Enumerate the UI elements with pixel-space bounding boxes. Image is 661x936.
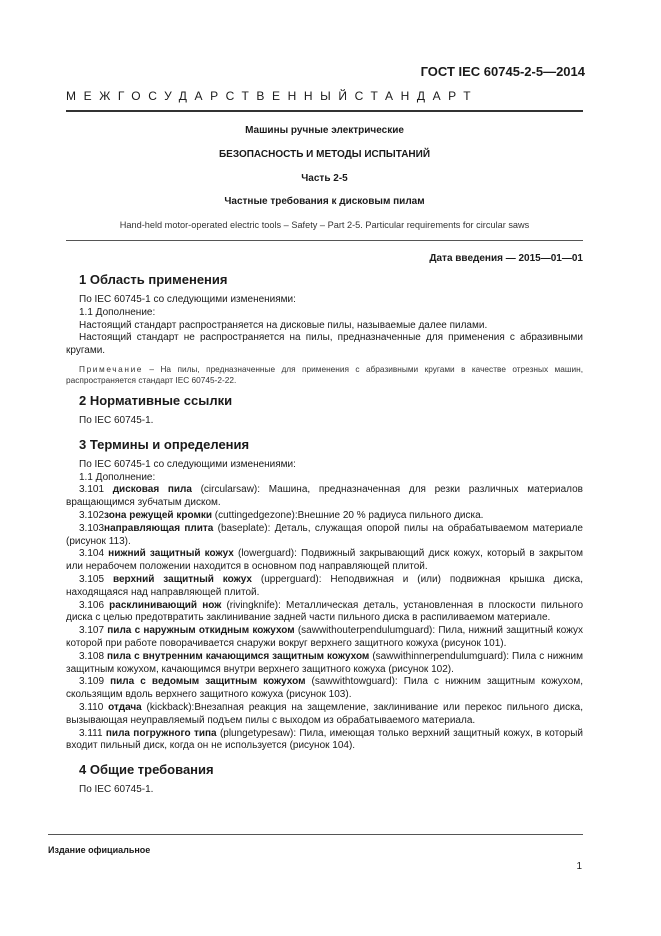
paragraph: По IEC 60745-1 со следующими изменениями: bbox=[79, 294, 296, 305]
paragraph: Настоящий стандарт распространяется на дисковые пилы, называемые далее пилами. bbox=[79, 319, 488, 331]
term-number: 3.109 bbox=[79, 676, 111, 688]
term-name: пила с наружным откидным кожухом bbox=[107, 625, 295, 637]
term-definition bbox=[66, 625, 583, 651]
term-definition bbox=[66, 484, 583, 510]
term-definition bbox=[66, 651, 583, 677]
term-definition bbox=[66, 728, 583, 754]
paragraph: Настоящий стандарт не распространяется на пилы, предназначенные для применения с абразивными кругами. bbox=[66, 332, 583, 357]
term-definition bbox=[66, 523, 583, 549]
term-text: (sawwithouterpendulumguard): Пила, нижний защитный кожух которой при работе поворачивается снаружи вокруг верхнего защитного кожуха (рисунок 101). bbox=[66, 625, 584, 649]
term-name: нижний защитный кожух bbox=[108, 548, 234, 560]
introduction-date: Дата введения — 2015—01—01 bbox=[429, 253, 583, 264]
note-label: Примечание bbox=[79, 363, 144, 374]
term-text: (sawwithtowguard): Пила с нижним защитным кожухом, скользящим вдоль верхнего защитного кожуха (рисунок 103). bbox=[66, 676, 583, 701]
term-name: пила с ведомым защитным кожухом bbox=[110, 676, 306, 688]
term-definition bbox=[66, 574, 583, 600]
term-name: дисковая пила bbox=[112, 484, 192, 496]
term-definition bbox=[66, 548, 583, 574]
term-definition bbox=[66, 702, 583, 728]
term-number: 3.111 bbox=[79, 727, 106, 739]
note-text: – На пилы, предназначенные для применения с абразивными кругами в качестве отрезных машин, распространяется стандарт IEC 60745-2-22. bbox=[66, 363, 583, 386]
paragraph: По IEC 60745-1. bbox=[79, 784, 154, 796]
term-number: 3.103 bbox=[79, 522, 105, 534]
english-title: Hand-held motor-operated electric tools – Safety – Part 2-5. Particular requirements for circular saws bbox=[119, 220, 530, 230]
note bbox=[66, 364, 583, 387]
paragraph: По IEC 60745-1 со следующими изменениями: bbox=[79, 458, 296, 470]
term-name: пила с внутренним качающимся защитным кожухом bbox=[107, 650, 370, 662]
paragraph: 1.1 Дополнение: bbox=[79, 471, 156, 483]
section-3-heading: 3 Термины и определения bbox=[79, 436, 250, 452]
title-line-3: Часть 2-5 bbox=[301, 173, 348, 184]
term-text: (lowerguard): Подвижный закрывающий диск кожух, который в закрытом или нерабочем положении находится в основном под направляющей плитой. bbox=[66, 548, 584, 573]
title-line-1: Машины ручные электрические bbox=[245, 125, 404, 136]
term-number: 3.110 bbox=[79, 701, 109, 713]
term-name: направляющая плита bbox=[104, 522, 214, 534]
term-name: расклинивающий нож bbox=[109, 599, 222, 611]
header-rule bbox=[66, 110, 583, 112]
section-2-heading: 2 Нормативные ссылки bbox=[79, 392, 233, 408]
term-name: зона режущей кромки bbox=[104, 509, 212, 521]
section-1-heading: 1 Область применения bbox=[79, 272, 228, 287]
term-text: (kickback):Внезапная реакция на защемление, заклинивание или перекос пильного диска, вызывающая неуправляемый подъем пилы с выходом из обрабатываемого материала. bbox=[66, 701, 583, 726]
title-rule bbox=[66, 240, 583, 241]
standard-id: ГОСТ IEC 60745-2-5—2014 bbox=[420, 64, 585, 79]
term-number: 3.108 bbox=[79, 650, 108, 662]
footer-rule bbox=[48, 834, 583, 835]
term-text: (cuttingedgezone):Внешние 20 % радиуса пильного диска. bbox=[212, 509, 484, 521]
term-number: 3.104 bbox=[79, 548, 109, 560]
term-definition bbox=[66, 676, 583, 702]
term-number: 3.101 bbox=[79, 484, 113, 496]
term-definition bbox=[66, 510, 583, 523]
term-number: 3.105 bbox=[79, 573, 113, 585]
title-line-2: БЕЗОПАСНОСТЬ И МЕТОДЫ ИСПЫТАНИЙ bbox=[218, 149, 431, 160]
edition-label: Издание официальное bbox=[48, 845, 151, 855]
paragraph: По IEC 60745-1. bbox=[79, 414, 154, 426]
term-number: 3.106 bbox=[79, 599, 110, 611]
term-name: верхний защитный кожух bbox=[112, 573, 252, 585]
page-number: 1 bbox=[576, 861, 582, 872]
banner-text: МЕЖГОСУДАРСТВЕННЫЙСТАНДАРТ bbox=[66, 89, 479, 103]
term-text: (upperguard): Неподвижная и (или) подвижная крышка диска, находящаяся над направляющей плитой. bbox=[66, 573, 583, 598]
term-text: (sawwithinnerpendulumguard): Пила с нижним защитным кожухом, качающимся внутри верхнего защитного кожуха (рисунок 102). bbox=[66, 650, 583, 675]
term-number: 3.102 bbox=[79, 509, 105, 521]
term-number: 3.107 bbox=[79, 625, 108, 637]
standard-banner bbox=[66, 89, 478, 103]
term-text: (circularsaw): Машина, предназначенная для резки различных материалов вращающимся зубчатым диском. bbox=[66, 484, 583, 509]
section-4-heading: 4 Общие требования bbox=[79, 762, 214, 778]
term-text: (rivingknife): Металлическая деталь, установленная в плоскости пильного диска с целью предотвратить заклинивание задней части пильного диска в распиливаемом материале. bbox=[66, 599, 583, 624]
term-name: отдача bbox=[108, 701, 142, 713]
term-text: (baseplate): Деталь, служащая опорой пилы на обрабатываемом материале (рисунок 113). bbox=[66, 522, 583, 547]
term-text: (plungetypesaw): Пила, имеющая только верхний защитный кожух, в который входит пильный диск, когда он не используется (рисунок 104). bbox=[66, 727, 583, 752]
paragraph: 1.1 Дополнение: bbox=[79, 306, 156, 318]
document-body bbox=[66, 272, 583, 797]
term-name: пила погружного типа bbox=[105, 727, 217, 739]
term-definition bbox=[66, 600, 583, 626]
title-line-4: Частные требования к дисковым пилам bbox=[224, 196, 425, 207]
